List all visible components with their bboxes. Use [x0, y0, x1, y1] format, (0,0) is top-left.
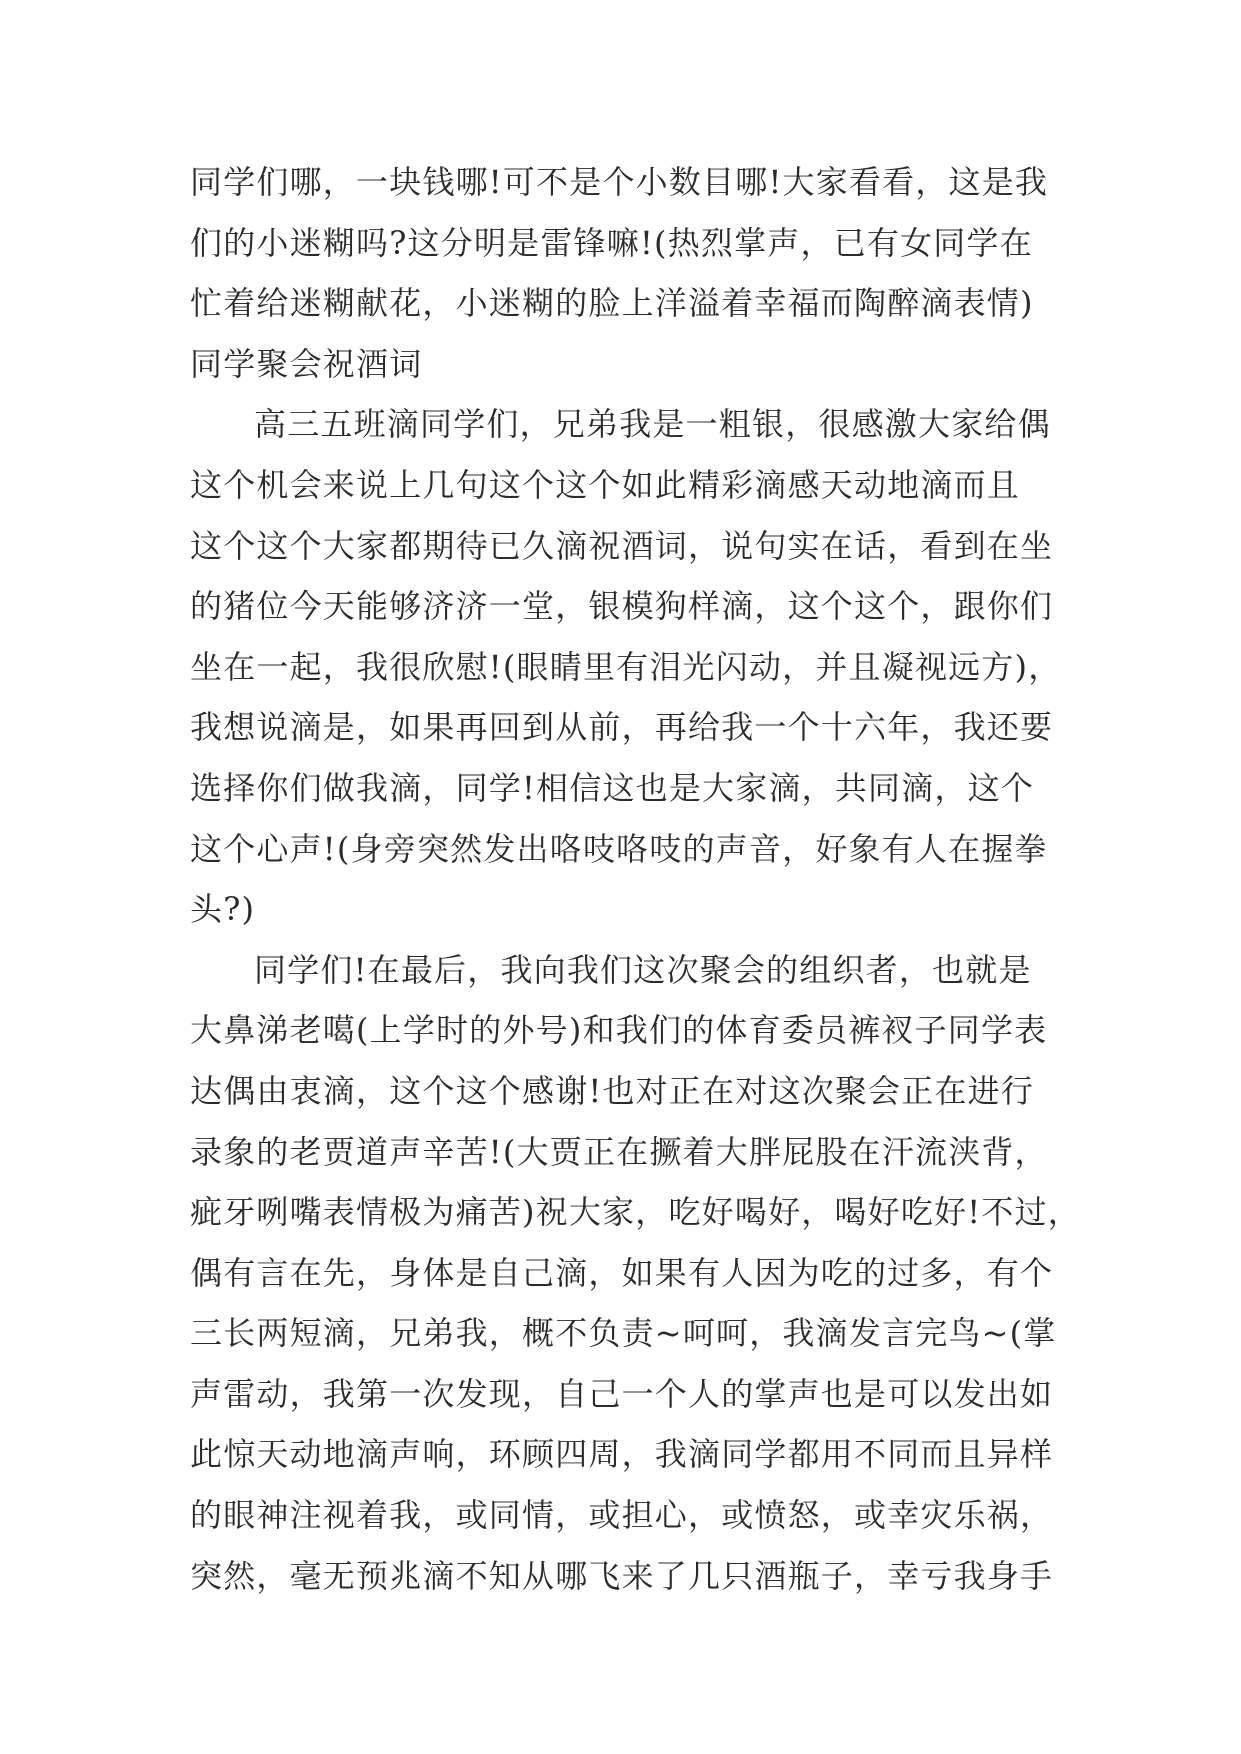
- text-line: 选择你们做我滴，同学!相信这也是大家滴，共同滴，这个: [190, 768, 1035, 807]
- text-line: 头?): [190, 890, 256, 929]
- text-line: 们的小迷糊吗?这分明是雷锋嘛!(热烈掌声，已有女同学在: [190, 223, 1033, 262]
- text-line: 的眼神注视着我，或同情，或担心，或愤怒，或幸灾乐祸，: [190, 1496, 1054, 1535]
- text-line: 这个心声!(身旁突然发出咯吱咯吱的声音，好象有人在握拳: [190, 829, 1048, 868]
- paragraph-first-line: 同学们!在最后，我向我们这次聚会的组织者，也就是: [254, 950, 1032, 989]
- text-line: 此惊天动地滴声响，环顾四周，我滴同学都用不同而且异样: [190, 1435, 1054, 1474]
- document-body: [190, 152, 1081, 1606]
- text-line: 突然，毫无预兆滴不知从哪飞来了几只酒瓶子，幸亏我身手: [190, 1556, 1054, 1595]
- text-line: 这个这个大家都期待已久滴祝酒词，说句实在话，看到在坐: [190, 526, 1054, 565]
- text-line: 录象的老贾道声辛苦!(大贾正在撅着大胖屁股在汗流浃背，: [190, 1132, 1048, 1171]
- paragraph-first-line: 高三五班滴同学们，兄弟我是一粗银，很感激大家给偶: [254, 405, 1051, 444]
- text-line: 疵牙咧嘴表情极为痛苦)祝大家，吃好喝好，喝好吃好!不过，: [190, 1193, 1081, 1232]
- text-line: 同学们哪，一块钱哪!可不是个小数目哪!大家看看，这是我: [190, 163, 1049, 201]
- text-line: 的猪位今天能够济济一堂，银模狗样滴，这个这个，跟你们: [190, 587, 1054, 626]
- text-line: 同学聚会祝酒词: [190, 344, 423, 383]
- text-line: 这个机会来说上几句这个这个如此精彩滴感天动地滴而且: [190, 465, 1021, 504]
- text-line: 声雷动，我第一次发现，自己一个人的掌声也是可以发出如: [190, 1374, 1054, 1413]
- text-line: 忙着给迷糊献花，小迷糊的脸上洋溢着幸福而陶醉滴表情): [190, 284, 1034, 323]
- text-line: 坐在一起，我很欣慰!(眼睛里有泪光闪动，并且凝视远方)，: [190, 647, 1062, 686]
- text-line: 达偶由衷滴，这个这个感谢!也对正在对这次聚会正在进行: [190, 1071, 1035, 1110]
- text-line: 三长两短滴，兄弟我，概不负责~呵呵，我滴发言完鸟~(掌: [190, 1314, 1057, 1353]
- text-line: 我想说滴是，如果再回到从前，再给我一个十六年，我还要: [190, 708, 1054, 747]
- text-line: 偶有言在先，身体是自己滴，如果有人因为吃的过多，有个: [190, 1253, 1054, 1292]
- text-line: 大鼻涕老噶(上学时的外号)和我们的体育委员裤衩子同学表: [190, 1011, 1048, 1050]
